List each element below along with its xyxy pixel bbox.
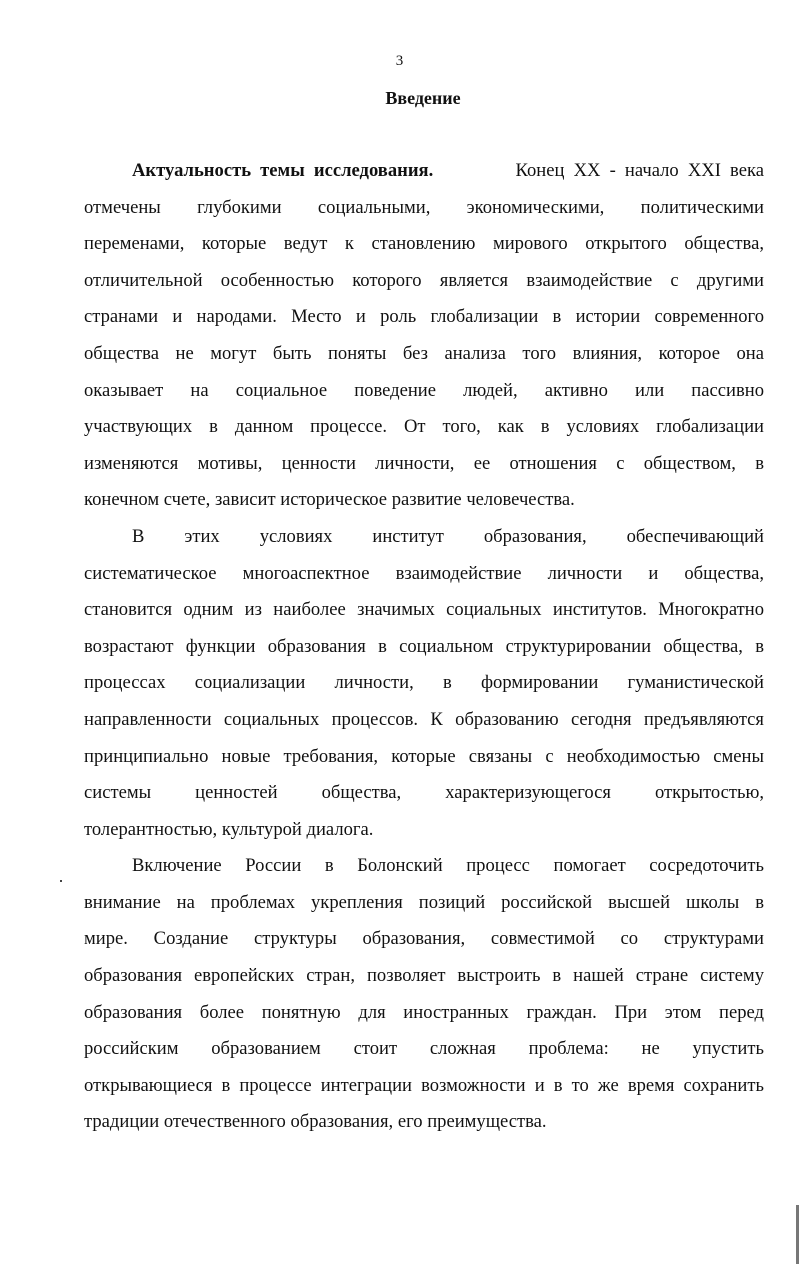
section-heading: Введение (385, 88, 461, 108)
paragraph-1-line-6: общества не могут быть поняты без анализа того влияния, которое она (84, 342, 764, 364)
paragraph-3-line-4: образования европейских стран, позволяет выстроить в нашей стране систему (84, 965, 764, 987)
paragraph-1-line-1-text: Конец XX - начало XXI века (515, 160, 764, 181)
paragraph-3-line-2: внимание на проблемах укрепления позиций российской высшей школы в (84, 891, 764, 913)
paragraph-2-line-7: принципиально новые требования, которые связаны с необходимостью смены (84, 745, 764, 767)
page-number: 3 (395, 53, 404, 69)
paragraph-2-line-5: процессах социализации личности, в формировании гуманистической (84, 672, 764, 694)
paragraph-1-line-8: участвующих в данном процессе. От того, как в условиях глобализации (84, 416, 764, 438)
paragraph-1-line-10: конечном счете, зависит историческое развитие человечества. (84, 489, 575, 511)
paragraph-1-line-5: странами и народами. Место и роль глобализации в истории современного (84, 306, 764, 328)
paragraph-3-line-3: мире. Создание структуры образования, совместимой со структурами (84, 928, 764, 950)
paragraph-2-line-8: системы ценностей общества, характеризующегося открытостью, (84, 782, 764, 804)
paragraph-3-line-1: Включение России в Болонский процесс помогает сосредоточить (132, 855, 764, 877)
paragraph-1-line-2: отмечены глубокими социальными, экономическими, политическими (84, 196, 764, 218)
paragraph-1-line-3: переменами, которые ведут к становлению мирового открытого общества, (84, 233, 764, 255)
scan-speck (60, 880, 62, 882)
paragraph-2-line-4: возрастают функции образования в социальном структурировании общества, в (84, 635, 764, 657)
paragraph-2-line-3: становится одним из наиболее значимых социальных институтов. Многократно (84, 599, 764, 621)
paragraph-2-line-9: толерантностью, культурой диалога. (84, 818, 374, 840)
paragraph-3-line-6: российским образованием стоит сложная проблема: не упустить (84, 1038, 764, 1060)
paragraph-1-line-9: изменяются мотивы, ценности личности, ее отношения с обществом, в (84, 452, 764, 474)
paragraph-1-line-7: оказывает на социальное поведение людей, активно или пассивно (84, 379, 764, 401)
paragraph-2-line-1: В этих условиях институт образования, обеспечивающий (132, 525, 764, 547)
topic-relevance-lead: Актуальность темы исследования. (132, 160, 434, 181)
paragraph-3-line-5: образования более понятную для иностранных граждан. При этом перед (84, 1001, 764, 1023)
paragraph-1-line-1 (84, 153, 764, 190)
body-text (84, 153, 764, 1141)
paragraph-3-line-7: открывающиеся в процессе интеграции возможности и в то же время сохранить (84, 1074, 764, 1096)
paragraph-3-line-8: традиции отечественного образования, его преимущества. (84, 1111, 547, 1133)
paragraph-2-line-6: направленности социальных процессов. К образованию сегодня предъявляются (84, 708, 764, 730)
paragraph-2-line-2: систематическое многоаспектное взаимодействие личности и общества, (84, 562, 764, 584)
paragraph-1-line-4: отличительной особенностью которого является взаимодействие с другими (84, 269, 764, 291)
